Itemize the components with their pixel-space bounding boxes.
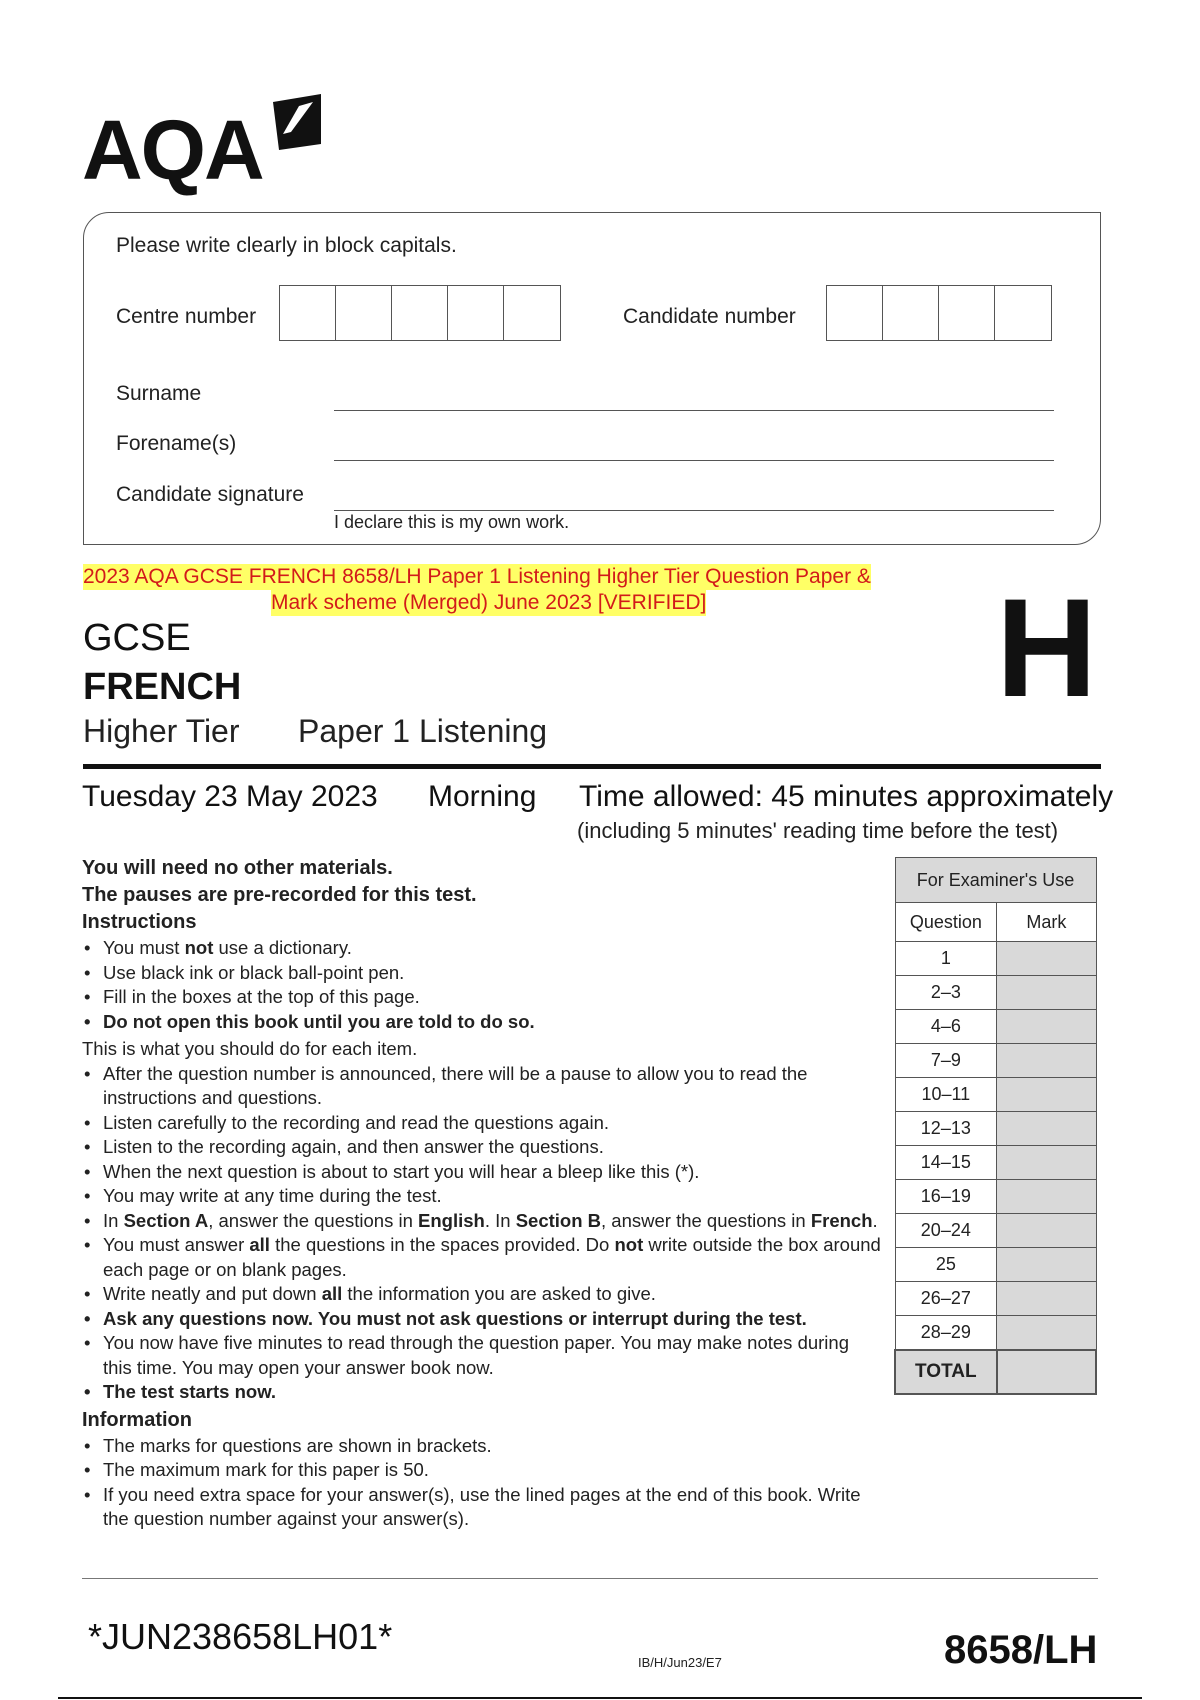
candidate-number-label: Candidate number xyxy=(623,305,796,328)
text-run: use a dictionary. xyxy=(213,937,352,958)
list-item: • Listen carefully to the recording and read the questions again. xyxy=(82,1111,882,1136)
centre-digit-box[interactable] xyxy=(448,286,504,340)
table-row xyxy=(895,942,1096,976)
table-row xyxy=(895,1044,1096,1078)
table-row xyxy=(895,1214,1096,1248)
mark-cell xyxy=(997,1282,1096,1316)
text-run: Write neatly and put down xyxy=(103,1283,322,1304)
text-run: . xyxy=(872,1209,878,1231)
exam-date: Tuesday 23 May 2023 xyxy=(82,780,378,813)
total-mark-cell xyxy=(997,1350,1096,1394)
question-number: 26–27 xyxy=(895,1282,997,1316)
centre-digit-box[interactable] xyxy=(392,286,448,340)
declaration-text: I declare this is my own work. xyxy=(334,512,570,532)
information-list xyxy=(82,1434,882,1532)
mark-cell xyxy=(997,1078,1096,1112)
aqa-logo xyxy=(82,92,325,197)
footer-divider xyxy=(82,1578,1098,1579)
centre-number-label: Centre number xyxy=(116,305,257,328)
list-item: • The test starts now. xyxy=(82,1380,882,1405)
list-item: • Use black ink or black ball-point pen. xyxy=(82,961,882,986)
surname-line[interactable] xyxy=(334,410,1054,411)
question-number: 7–9 xyxy=(895,1044,997,1078)
mark-column-header: Mark xyxy=(997,903,1096,942)
text-run: Section A xyxy=(123,1209,209,1231)
list-item: • If you need extra space for your answer(s), use the lined pages at the end of this book. Write the question number against your answer(s). xyxy=(82,1483,882,1532)
candidate-number-boxes[interactable] xyxy=(826,285,1052,341)
table-row xyxy=(895,976,1096,1010)
subject-title: FRENCH xyxy=(83,666,242,708)
instructions-section xyxy=(82,855,882,1532)
question-number: 28–29 xyxy=(895,1316,997,1351)
question-number: 20–24 xyxy=(895,1214,997,1248)
table-row xyxy=(895,1180,1096,1214)
question-number: 2–3 xyxy=(895,976,997,1010)
banner-line-1: 2023 AQA GCSE FRENCH 8658/LH Paper 1 Listening Higher Tier Question Paper & xyxy=(83,565,871,588)
information-heading: Information xyxy=(82,1408,192,1431)
table-row xyxy=(895,1248,1096,1282)
text-run: , answer the questions in xyxy=(601,1209,811,1231)
mark-cell xyxy=(997,1112,1096,1146)
table-row xyxy=(895,1282,1096,1316)
text-run: You must xyxy=(103,937,185,958)
list-item: • Ask any questions now. You must not ask questions or interrupt during the test. xyxy=(82,1307,882,1332)
question-number: 10–11 xyxy=(895,1078,997,1112)
centre-number-boxes[interactable] xyxy=(279,285,561,341)
list-item: • You may write at any time during the test. xyxy=(82,1184,882,1209)
text-run: You must answer xyxy=(103,1234,250,1255)
surname-label: Surname xyxy=(116,382,202,405)
text-run: , answer the questions in xyxy=(208,1209,419,1231)
text-run: write outside the box around each page or on blank pages. xyxy=(103,1234,881,1280)
title-divider xyxy=(83,764,1101,769)
qualification-title: GCSE xyxy=(83,617,191,659)
text-run: all xyxy=(249,1234,270,1255)
tier-letter: H xyxy=(996,569,1098,726)
list-item: • The marks for questions are shown in brackets. xyxy=(82,1434,882,1459)
question-number: 16–19 xyxy=(895,1180,997,1214)
forename-line[interactable] xyxy=(334,460,1054,461)
text-run: Section B xyxy=(515,1209,602,1231)
question-number: 14–15 xyxy=(895,1146,997,1180)
tier-label: Higher Tier xyxy=(83,713,240,749)
mark-cell xyxy=(997,1316,1096,1351)
text-run: the information you are asked to give. xyxy=(342,1283,656,1304)
table-row xyxy=(895,1316,1096,1351)
block-capitals-instruction: Please write clearly in block capitals. xyxy=(116,234,457,257)
candidate-digit-box[interactable] xyxy=(995,286,1051,340)
mark-cell xyxy=(997,1248,1096,1282)
aqa-logo-mark-icon xyxy=(269,92,325,152)
list-item: • The maximum mark for this paper is 50. xyxy=(82,1458,882,1483)
barcode-text: *JUN238658LH01* xyxy=(88,1616,393,1657)
instructions-heading: Instructions xyxy=(82,911,197,933)
list-item: • Do not open this book until you are told to do so. xyxy=(82,1010,882,1035)
list-item: • When the next question is about to start you will hear a bleep like this (*). xyxy=(82,1160,882,1185)
print-reference: IB/H/Jun23/E7 xyxy=(638,1655,722,1670)
banner-line-2: Mark scheme (Merged) June 2023 [VERIFIED] xyxy=(271,591,707,614)
text-run: all xyxy=(321,1283,343,1304)
mark-cell xyxy=(997,976,1096,1010)
exam-session: Morning xyxy=(428,780,537,813)
candidate-digit-box[interactable] xyxy=(939,286,995,340)
list-item xyxy=(82,1233,882,1282)
mark-cell xyxy=(997,1180,1096,1214)
centre-digit-box[interactable] xyxy=(280,286,336,340)
text-run: French xyxy=(810,1209,873,1231)
table-row xyxy=(895,1078,1096,1112)
logo-text: AQA xyxy=(82,103,263,197)
text-run: not xyxy=(184,937,214,958)
candidate-digit-box[interactable] xyxy=(827,286,883,340)
time-allowed-note: (including 5 minutes' reading time before the test) xyxy=(577,818,1059,843)
procedure-list xyxy=(82,1062,882,1405)
mark-cell xyxy=(997,1010,1096,1044)
paper-label: Paper 1 Listening xyxy=(298,713,548,749)
pauses-notice: The pauses are pre-recorded for this test. xyxy=(82,884,477,906)
signature-line[interactable] xyxy=(334,510,1054,511)
signature-label: Candidate signature xyxy=(116,483,304,506)
list-item: • Listen to the recording again, and then answer the questions. xyxy=(82,1135,882,1160)
mark-cell xyxy=(997,1146,1096,1180)
page-bottom-rule xyxy=(58,1697,1142,1699)
list-item: • Fill in the boxes at the top of this page. xyxy=(82,985,882,1010)
text-run: the questions in the spaces provided. Do xyxy=(269,1234,615,1255)
list-item: • You now have five minutes to read through the question paper. You may make notes during this time. You may open your answer book now. xyxy=(82,1331,882,1380)
mark-cell xyxy=(997,1044,1096,1078)
mark-cell xyxy=(997,1214,1096,1248)
question-number: 4–6 xyxy=(895,1010,997,1044)
paper-code: 8658/LH xyxy=(944,1628,1098,1672)
question-number: 12–13 xyxy=(895,1112,997,1146)
question-number: 1 xyxy=(895,942,997,976)
question-column-header: Question xyxy=(895,903,997,942)
text-run: not xyxy=(614,1234,644,1255)
text-run: . In xyxy=(484,1209,516,1231)
total-row xyxy=(895,1350,1096,1394)
materials-notice: You will need no other materials. xyxy=(82,857,393,879)
list-item xyxy=(82,936,882,961)
examiner-use-table xyxy=(894,857,1097,1395)
forename-label: Forename(s) xyxy=(116,432,237,455)
instructions-list xyxy=(82,936,882,1034)
text-run: In xyxy=(103,1209,124,1231)
text-run: English xyxy=(418,1209,485,1231)
table-row xyxy=(895,1146,1096,1180)
candidate-digit-box[interactable] xyxy=(883,286,939,340)
list-item: • After the question number is announced, there will be a pause to allow you to read the instructions and questions. xyxy=(82,1062,882,1111)
each-item-intro: This is what you should do for each item. xyxy=(82,1038,418,1059)
time-allowed: Time allowed: 45 minutes approximately xyxy=(579,780,1114,813)
list-item xyxy=(82,1209,882,1234)
list-item xyxy=(82,1282,882,1307)
centre-digit-box[interactable] xyxy=(336,286,392,340)
table-row xyxy=(895,1010,1096,1044)
question-number: 25 xyxy=(895,1248,997,1282)
total-label: TOTAL xyxy=(895,1350,997,1394)
table-row xyxy=(895,1112,1096,1146)
mark-cell xyxy=(997,942,1096,976)
examiner-table-title: For Examiner's Use xyxy=(895,858,1096,903)
centre-digit-box[interactable] xyxy=(504,286,560,340)
